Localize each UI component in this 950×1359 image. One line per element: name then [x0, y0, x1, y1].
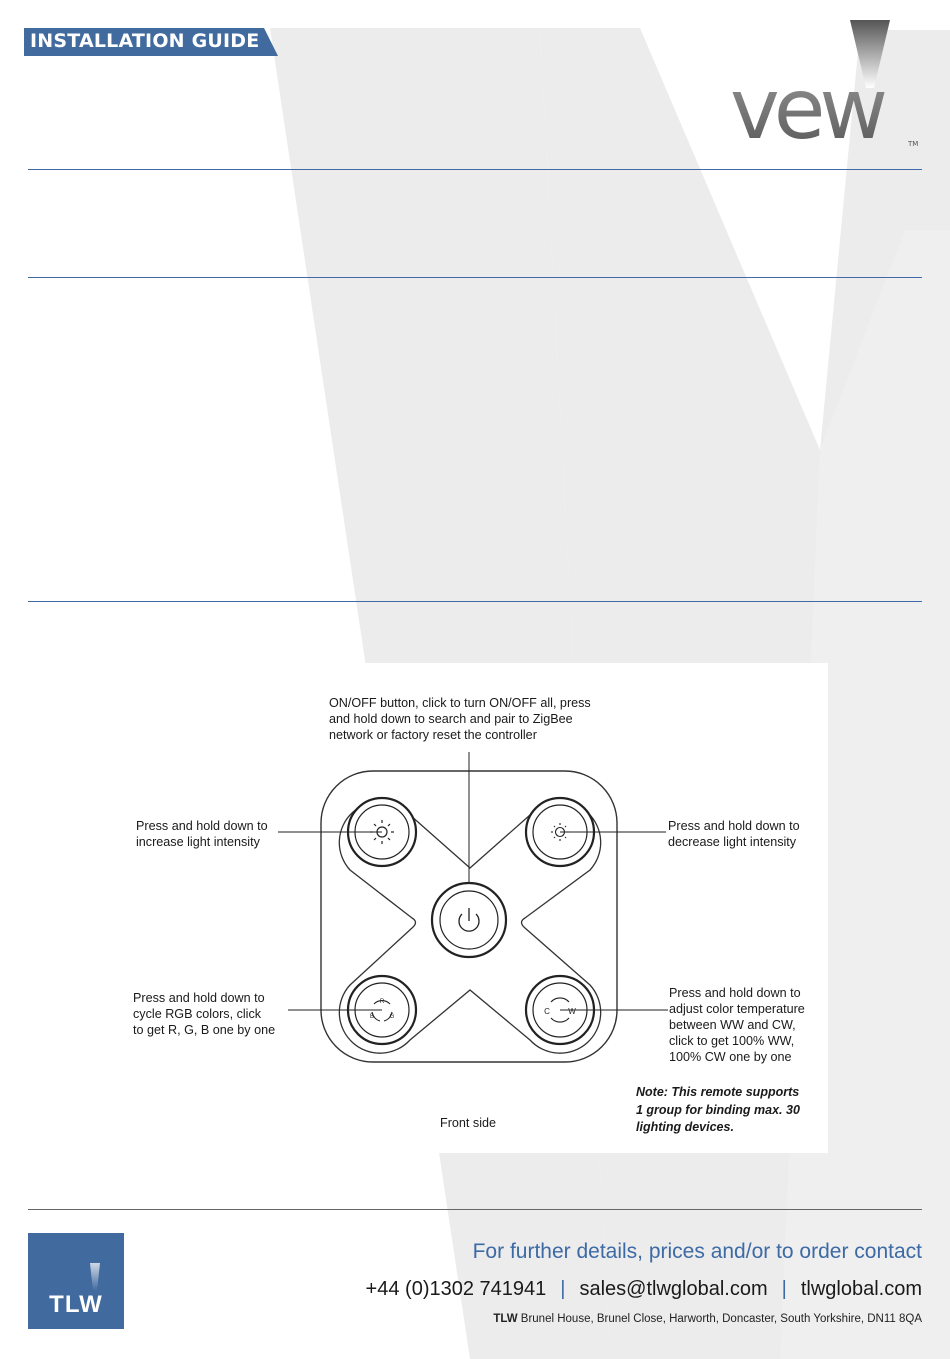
- tlw-logo-text: TLW: [49, 1291, 103, 1318]
- website-link[interactable]: tlwglobal.com: [800, 1278, 922, 1300]
- address-text: Brunel House, Brunel Close, Harworth, Doncaster, South Yorkshire, DN11 8QA: [517, 1313, 922, 1325]
- callout-decrease: Press and hold down to decrease light intensity: [668, 819, 800, 849]
- diagram-note: Note: This remote supports 1 group for binding max. 30 lighting devices.: [636, 1085, 800, 1134]
- phone-number[interactable]: +44 (0)1302 741941: [365, 1278, 547, 1300]
- cct-label-c: C: [544, 1007, 550, 1016]
- rgb-label-b: B: [369, 1014, 375, 1020]
- logo-trademark: TM: [908, 140, 919, 148]
- cct-label-w: W: [568, 1007, 576, 1016]
- callout-rgb: Press and hold down to cycle RGB colors, click to get R, G, B one by one: [133, 991, 276, 1037]
- callout-increase: Press and hold down to increase light intensity: [136, 819, 268, 849]
- diagram-caption: Front side: [440, 1116, 496, 1130]
- contact-prompt: For further details, prices and/or to order contact: [472, 1240, 922, 1263]
- email-link[interactable]: sales@tlwglobal.com: [579, 1278, 768, 1300]
- callout-cct: Press and hold down to adjust color temperature between WW and CW, click to get 100% WW, 100% CW one by one: [669, 986, 805, 1064]
- header-title: INSTALLATION GUIDE: [30, 30, 260, 52]
- separator-2: |: [781, 1278, 787, 1300]
- rgb-label-g: G: [389, 1014, 395, 1020]
- address-line: [493, 1313, 922, 1325]
- contact-line: [366, 1278, 922, 1301]
- tlw-logo: [28, 1233, 124, 1329]
- tlw-logo-beam: [28, 1233, 124, 1293]
- separator-1: |: [560, 1278, 566, 1300]
- footer-rule: [28, 1209, 922, 1210]
- rgb-label-r: R: [379, 999, 385, 1005]
- logo-text: vew: [730, 60, 883, 158]
- address-brand: TLW: [493, 1313, 518, 1325]
- callout-on-off: ON/OFF button, click to turn ON/OFF all, press and hold down to search and pair to ZigBee network or factory reset the controller: [329, 696, 591, 742]
- leader-lines: [278, 752, 668, 1010]
